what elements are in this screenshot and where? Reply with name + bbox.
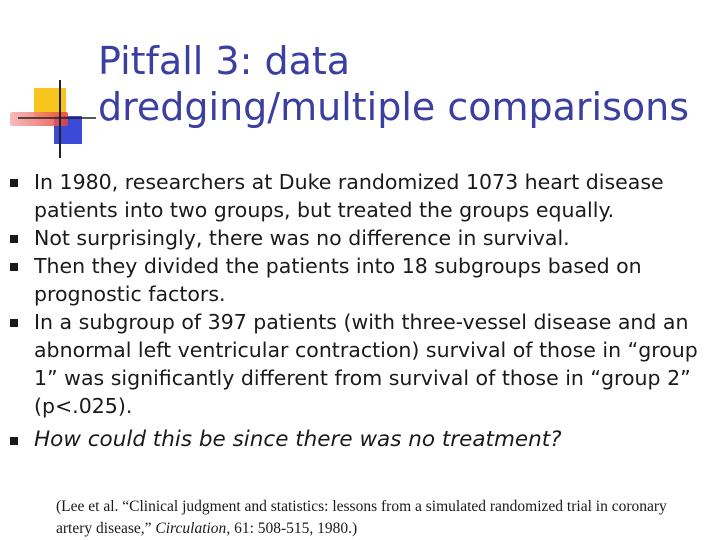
bullet-text-question: How could this be since there was no treatment?: [34, 427, 562, 452]
title-line-2: dredging/multiple comparisons: [98, 85, 690, 129]
bullet-item: [12, 426, 716, 454]
title-line-1: Pitfall 3: data: [98, 39, 351, 83]
citation-journal: Circulation: [155, 520, 227, 537]
bullet-item: [12, 252, 716, 308]
bullet-square-icon: [10, 179, 18, 187]
bullet-square-icon: [10, 437, 18, 445]
bullet-square-icon: [10, 235, 18, 243]
decorative-logo-icon: [8, 78, 98, 162]
bullet-square-icon: [10, 319, 18, 327]
bullet-item: [12, 224, 716, 252]
bullet-text: In a subgroup of 397 patients (with three-vessel disease and an abnormal left ventricular contraction) survival of those in “group 1” was significantly different from survival of those in “group 2” (p<.025).: [34, 310, 698, 418]
bullet-list: [12, 168, 716, 454]
bullet-text: Not surprisingly, there was no difference in survival.: [34, 226, 570, 250]
citation-pre: (Lee et al. “Clinical judgment and statistics: lessons from a simulated randomized trial in coronary artery disease,”: [56, 498, 667, 537]
citation-post: , 61: 508-515, 1980.): [226, 520, 358, 537]
bullet-text: In 1980, researchers at Duke randomized 1073 heart disease patients into two groups, but treated the groups equally.: [34, 170, 664, 222]
bullet-square-icon: [10, 263, 18, 271]
bullet-item: [12, 308, 716, 420]
bullet-text: Then they divided the patients into 18 subgroups based on prognostic factors.: [34, 254, 642, 306]
slide-title: [98, 38, 708, 130]
bullet-item: [12, 168, 716, 224]
citation: [56, 496, 706, 540]
